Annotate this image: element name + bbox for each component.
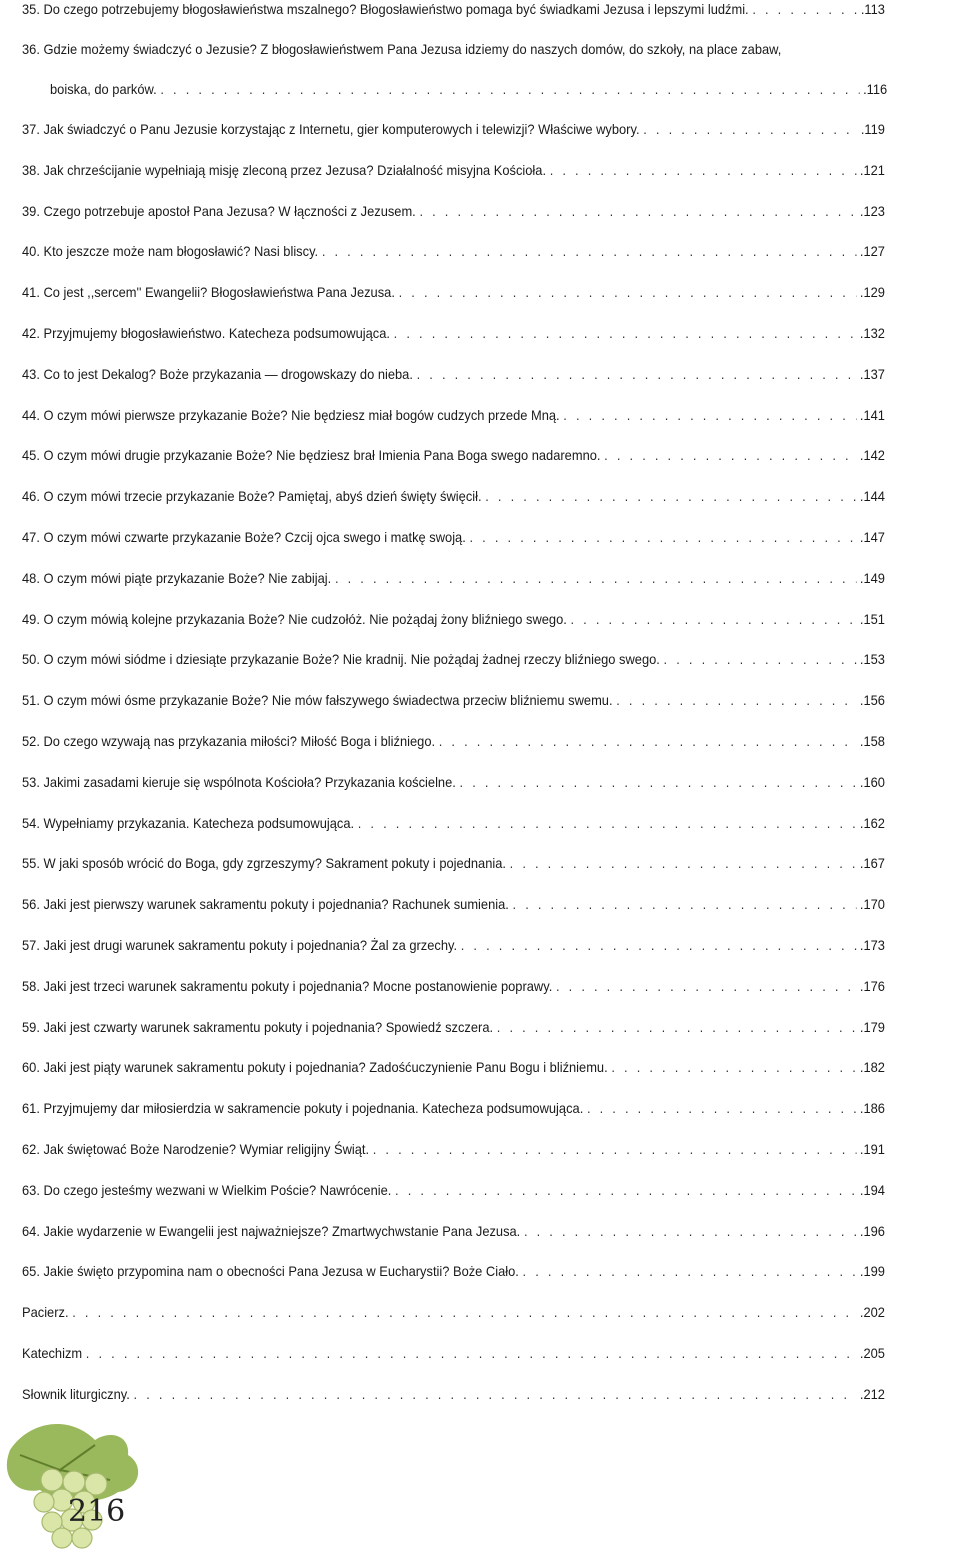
entry-title: 38. Jak chrześcijanie wypełniają misję zleconą przez Jezusa? Działalność misyjna Kościoła. xyxy=(22,161,547,178)
entry-title: 57. Jaki jest drugi warunek sakramentu pokuty i pojednania? Żal za grzechy. xyxy=(22,937,458,953)
leader-dots xyxy=(439,732,856,750)
toc-entry-46[interactable] xyxy=(22,487,885,505)
entry-title: 43. Co to jest Dekalog? Boże przykazania — drogowskazy do nieba. xyxy=(22,365,413,382)
entry-title: 61. Przyjmujemy dar miłosierdzia w sakramencie pokuty i pojednania. Katecheza podsumowująca. xyxy=(22,1100,584,1117)
entry-page: .186 xyxy=(859,1100,885,1117)
entry-page: .129 xyxy=(859,284,885,301)
entry-title: 51. O czym mówi ósme przykazanie Boże? Nie mów fałszywego świadectwa przeciw bliźniemu swemu. xyxy=(22,692,613,709)
entry-page: .179 xyxy=(859,1018,885,1035)
entry-title: 39. Czego potrzebuje apostoł Pana Jezusa? W łączności z Jezusem. xyxy=(22,202,416,219)
entry-title: 46. O czym mówi trzecie przykazanie Boże? Pamiętaj, abyś dzień święty święcił. xyxy=(22,488,482,505)
toc-entry-41[interactable] xyxy=(22,283,885,301)
leader-dots xyxy=(322,242,856,260)
toc-entry-45[interactable] xyxy=(22,446,885,464)
entry-title: 36. Gdzie możemy świadczyć o Jezusie? Z błogosławieństwem Pana Jezusa idziemy do naszych domów, do szkoły, na place zabaw, xyxy=(22,41,782,57)
toc-entry-39[interactable] xyxy=(22,202,885,220)
entry-page: .212 xyxy=(859,1385,885,1402)
toc-entry-52[interactable] xyxy=(22,732,885,750)
leader-dots xyxy=(460,773,857,791)
entry-title: 37. Jak świadczyć o Panu Jezusie korzystając z Internetu, gier komputerowych i telewizji? Właściwe wybory. xyxy=(22,121,640,137)
entry-page: .137 xyxy=(859,365,885,382)
toc-entry-43[interactable] xyxy=(22,365,885,383)
toc-entry-53[interactable] xyxy=(22,773,885,791)
toc-entry-38[interactable] xyxy=(22,161,885,179)
leader-dots xyxy=(524,1222,856,1240)
toc-entry-50[interactable] xyxy=(22,650,885,668)
entry-title: 42. Przyjmujemy błogosławieństwo. Katecheza podsumowująca. xyxy=(22,325,390,341)
entry-title: 44. O czym mówi pierwsze przykazanie Boże? Nie będziesz miał bogów cudzych przede Mną. xyxy=(22,406,560,423)
entry-page: .141 xyxy=(859,406,885,423)
entry-page: .194 xyxy=(859,1181,885,1198)
leader-dots xyxy=(335,569,856,587)
entry-page: .123 xyxy=(859,202,885,219)
toc-entry-47[interactable] xyxy=(22,528,885,546)
entry-page: .151 xyxy=(859,610,885,627)
entry-title: 35. Do czego potrzebujemy błogosławieństwa mszalnego? Błogosławieństwo pomaga być świadkami Jezusa i lepszymi ludźmi. xyxy=(22,1,749,17)
toc-entry-słownik-liturgiczny-[interactable] xyxy=(22,1385,885,1403)
toc-entry-40[interactable] xyxy=(22,242,885,260)
toc-entry-58[interactable] xyxy=(22,977,885,995)
leader-dots xyxy=(373,1140,856,1158)
leader-dots xyxy=(497,1018,856,1036)
leader-dots xyxy=(550,161,857,179)
toc-entry-pacierz-[interactable] xyxy=(22,1303,885,1321)
entry-page: .196 xyxy=(859,1222,885,1239)
leader-dots xyxy=(611,1058,856,1076)
entry-page: .182 xyxy=(859,1059,885,1076)
entry-title: Katechizm xyxy=(22,1345,83,1361)
entry-page: .205 xyxy=(859,1345,885,1361)
entry-title: 47. O czym mówi czwarte przykazanie Boże? Czcij ojca swego i matkę swoją. xyxy=(22,529,466,545)
leader-dots xyxy=(417,365,857,383)
entry-title: 41. Co jest ,,sercem'' Ewangelii? Błogosławieństwa Pana Jezusa. xyxy=(22,284,395,301)
entry-title: Pacierz. xyxy=(22,1304,69,1321)
leader-dots xyxy=(461,936,856,954)
leader-dots xyxy=(563,406,856,424)
toc-entry-36[interactable] xyxy=(22,40,885,58)
leader-dots xyxy=(399,283,857,301)
toc-entry-64[interactable] xyxy=(22,1222,885,1240)
leader-dots xyxy=(523,1262,857,1280)
entry-title: 55. W jaki sposób wrócić do Boga, gdy zgrzeszymy? Sakrament pokuty i pojednania. xyxy=(22,855,506,872)
entry-page: .116 xyxy=(863,81,888,97)
entry-page: .167 xyxy=(859,855,885,872)
leader-dots xyxy=(485,487,856,505)
toc-entry-51[interactable] xyxy=(22,691,885,709)
entry-page: .127 xyxy=(859,243,885,260)
entry-page: .158 xyxy=(859,733,885,749)
leader-dots xyxy=(616,691,856,709)
toc-entry-36-continuation[interactable] xyxy=(50,80,887,98)
leader-dots xyxy=(513,895,857,913)
entry-page: .173 xyxy=(859,937,885,953)
leader-dots xyxy=(160,80,859,98)
leader-dots xyxy=(571,610,857,628)
entry-title: Słownik liturgiczny. xyxy=(22,1385,130,1402)
entry-title: 40. Kto jeszcze może nam błogosławić? Nasi bliscy. xyxy=(22,243,319,260)
entry-title: 52. Do czego wzywają nas przykazania miłości? Miłość Boga i bliźniego. xyxy=(22,733,436,749)
toc-entry-60[interactable] xyxy=(22,1058,885,1076)
leader-dots xyxy=(510,854,857,872)
entry-page: .142 xyxy=(859,447,885,464)
leader-dots xyxy=(587,1099,856,1117)
leader-dots xyxy=(395,1181,856,1199)
toc-entry-48[interactable] xyxy=(22,569,885,587)
entry-title: 48. O czym mówi piąte przykazanie Boże? Nie zabijaj. xyxy=(22,569,332,586)
entry-title: 50. O czym mówi siódme i dziesiąte przykazanie Boże? Nie kradnij. Nie pożądaj żadnej rzeczy bliźniego swego. xyxy=(22,651,660,668)
entry-title: 53. Jakimi zasadami kieruje się wspólnota Kościoła? Przykazania kościelne. xyxy=(22,773,456,790)
entry-title: 64. Jakie wydarzenie w Ewangelii jest najważniejsze? Zmartwychwstanie Pana Jezusa. xyxy=(22,1222,521,1239)
toc-entry-63[interactable] xyxy=(22,1181,885,1199)
leader-dots xyxy=(134,1385,857,1403)
toc-entry-59[interactable] xyxy=(22,1018,885,1036)
leader-dots xyxy=(358,814,856,832)
leader-dots xyxy=(469,528,856,546)
entry-title: 65. Jakie święto przypomina nam o obecności Pana Jezusa w Eucharystii? Boże Ciało. xyxy=(22,1263,519,1280)
leader-dots xyxy=(86,1344,856,1362)
entry-page: .202 xyxy=(859,1304,885,1321)
entry-page: .132 xyxy=(859,325,885,341)
leader-dots xyxy=(752,0,857,18)
entry-page: .176 xyxy=(859,977,885,994)
entry-page: .156 xyxy=(859,692,885,709)
leader-dots xyxy=(664,650,857,668)
entry-title: 59. Jaki jest czwarty warunek sakramentu pokuty i pojednania? Spowiedź szczera. xyxy=(22,1018,494,1035)
toc-entry-49[interactable] xyxy=(22,610,885,628)
entry-title: 49. O czym mówią kolejne przykazania Boże? Nie cudzołóż. Nie pożądaj żony bliźniego swego. xyxy=(22,610,567,627)
leader-dots xyxy=(604,446,856,464)
entry-title: 62. Jak świętować Boże Narodzenie? Wymiar religijny Świąt. xyxy=(22,1141,370,1157)
toc-entry-56[interactable] xyxy=(22,895,885,913)
entry-page: .121 xyxy=(859,161,885,178)
page-number: 216 xyxy=(68,1494,126,1529)
entry-page: .170 xyxy=(859,896,885,913)
toc-entry-37[interactable] xyxy=(22,120,885,138)
toc-entry-54[interactable] xyxy=(22,814,885,832)
entry-page: .147 xyxy=(859,529,885,545)
entry-page: .149 xyxy=(859,569,885,586)
entry-title: 60. Jaki jest piąty warunek sakramentu pokuty i pojednania? Zadośćuczynienie Panu Bogu i bliźniemu. xyxy=(22,1059,608,1076)
leader-dots xyxy=(556,977,856,995)
entry-title: 58. Jaki jest trzeci warunek sakramentu pokuty i pojednania? Mocne postanowienie poprawy. xyxy=(22,977,553,994)
toc-entry-55[interactable] xyxy=(22,854,885,872)
leader-dots xyxy=(419,202,856,220)
toc-entry-57[interactable] xyxy=(22,936,885,954)
leader-dots xyxy=(72,1303,856,1321)
leader-dots xyxy=(394,324,857,342)
toc-entry-35[interactable] xyxy=(22,0,885,18)
entry-page: .199 xyxy=(859,1263,885,1280)
entry-page: .144 xyxy=(859,488,885,505)
toc-entry-42[interactable] xyxy=(22,324,885,342)
leader-dots xyxy=(643,120,857,138)
entry-page: .119 xyxy=(860,121,885,137)
entry-title-continuation: boiska, do parków. xyxy=(50,81,157,97)
toc-entry-61[interactable] xyxy=(22,1099,885,1117)
entry-page: .162 xyxy=(859,814,885,831)
entry-page: .191 xyxy=(859,1141,885,1157)
entry-title: 54. Wypełniamy przykazania. Katecheza podsumowująca. xyxy=(22,814,355,831)
entry-page: .153 xyxy=(859,651,885,668)
entry-title: 56. Jaki jest pierwszy warunek sakramentu pokuty i pojednania? Rachunek sumienia. xyxy=(22,896,509,913)
entry-title: 63. Do czego jesteśmy wezwani w Wielkim Poście? Nawrócenie. xyxy=(22,1181,392,1198)
entry-page: .160 xyxy=(859,773,885,790)
toc-entry-katechizm[interactable] xyxy=(22,1344,885,1362)
toc-entry-65[interactable] xyxy=(22,1262,885,1280)
toc-entry-62[interactable] xyxy=(22,1140,885,1158)
toc-entry-44[interactable] xyxy=(22,406,885,424)
entry-title: 45. O czym mówi drugie przykazanie Boże? Nie będziesz brał Imienia Pana Boga swego nadaremno. xyxy=(22,447,601,464)
entry-page: .113 xyxy=(860,1,885,17)
grape-cluster-icon xyxy=(0,1410,160,1560)
